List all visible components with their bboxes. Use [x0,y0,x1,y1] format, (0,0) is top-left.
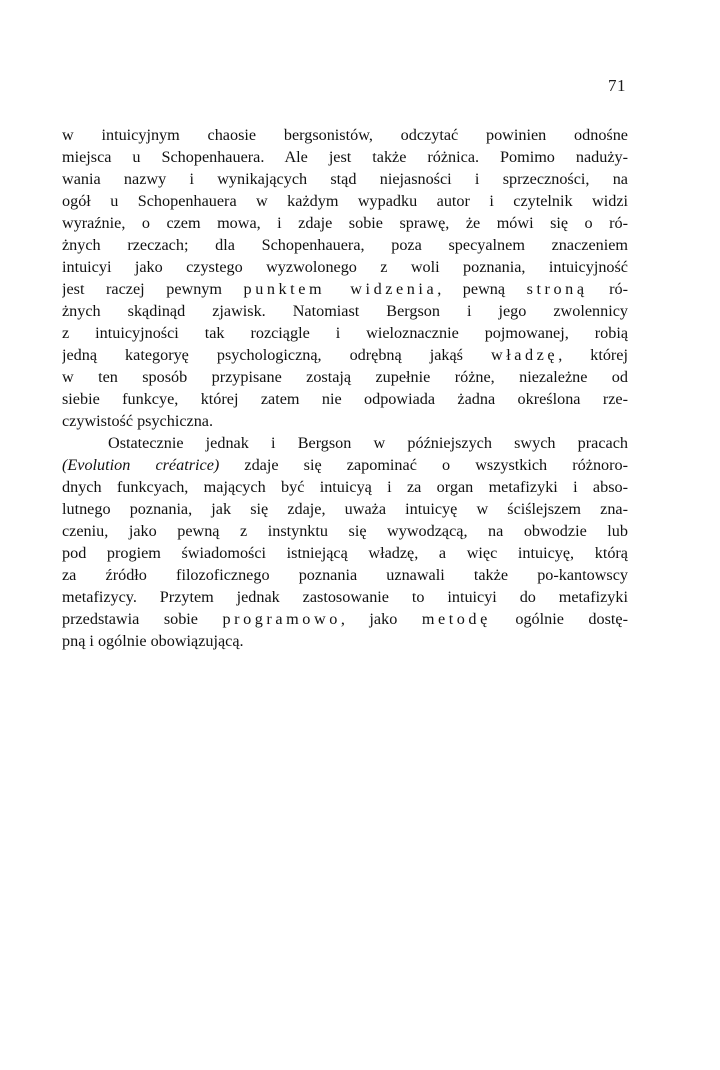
emphasized-text: stroną [526,280,588,298]
text-line: czeniu, jako pewną z instynktu się wywodzącą, na obwodzie lub [62,522,628,540]
text-run: zdaje się zapominać o wszystkich różnoro- [219,456,628,474]
text-line: pną i ogólnie obowiązującą. [62,632,244,650]
text-line: pod progiem świadomości istniejącą władzę, a więc intuicyę, którą [62,544,628,562]
body-text [62,124,628,652]
text-line: metafizycy. Przytem jednak zastosowanie to intuicyi do metafizyki [62,588,628,606]
text-line [62,278,628,300]
text-line: lutnego poznania, jak się zdaje, uważa intuicyę w ściślejszem zna- [62,500,628,518]
text-line: w intuicyjnym chaosie bergsonistów, odczytać powinien odnośne [62,126,628,144]
text-line: miejsca u Schopenhauera. Ale jest także różnica. Pomimo naduży- [62,148,628,166]
text-line: z intuicyjności tak rozciągle i wieloznacznie pojmowanej, robią [62,324,628,342]
text-line [62,608,628,630]
text-line [62,454,628,476]
text-line: wyraźnie, o czem mowa, i zdaje sobie sprawę, że mówi się o ró- [62,214,628,232]
text-line: wania nazwy i wynikających stąd niejasności i sprzeczności, na [62,170,628,188]
emphasized-text: punktem widzenia [243,280,438,298]
text-run: , pewną [437,280,527,298]
text-line: w ten sposób przypisane zostają zupełnie różne, niezależne od [62,368,628,386]
emphasized-text: programowo [222,610,341,628]
text-run: ró- [587,280,628,298]
page-number: 71 [608,76,626,95]
text-run: , jako [340,610,422,628]
text-run: ogólnie dostę- [490,610,628,628]
text-line: żnych skądinąd zjawisk. Natomiast Bergson i jego zwolennicy [62,302,628,320]
text-line: czywistość psychiczna. [62,412,214,430]
text-line: żnych rzeczach; dla Schopenhauera, poza specyalnem znaczeniem [62,236,628,254]
text-run: przedstawia sobie [62,610,223,628]
text-line: intuicyi jako czystego wyzwolonego z woli poznania, intuicyjność [62,258,628,276]
text-run: jedną kategoryę psychologiczną, odrębną jakąś [62,346,491,364]
text-run: jest raczej pewnym [62,280,244,298]
text-line: Ostatecznie jednak i Bergson w późniejszych swych pracach [108,434,628,452]
text-line: ogół u Schopenhauera w każdym wypadku autor i czytelnik widzi [62,192,628,210]
emphasized-text: metodę [421,610,491,628]
text-line: za źródło filozoficznego poznania uznawali także po-kantowscy [62,566,628,584]
text-run: , której [558,346,628,364]
text-line [62,344,628,366]
text-line: dnych funkcyach, mających być intuicyą i za organ metafizyki i abso- [62,478,628,496]
emphasized-text: władzę [490,346,559,364]
text-line: siebie funkcye, której zatem nie odpowiada żadna określona rze- [62,390,628,408]
italic-title: (Evolution créatrice) [62,456,220,474]
